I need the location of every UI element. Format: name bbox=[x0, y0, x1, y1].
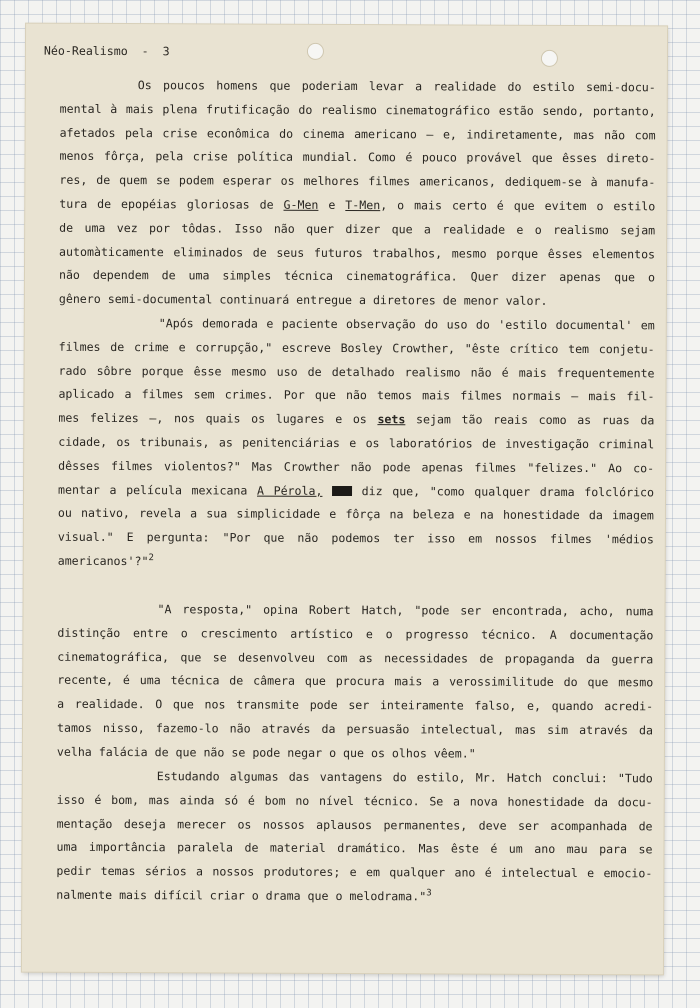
underlined-term: A Pérola, bbox=[256, 483, 323, 498]
text-line: gênero semi-documental continuará entregue a diretores de menor valor. bbox=[58, 291, 548, 309]
footnote-marker: 3 bbox=[426, 888, 432, 899]
page-number: 3 bbox=[162, 44, 170, 59]
paragraph-4 bbox=[56, 765, 653, 910]
footnote-marker: 2 bbox=[148, 553, 154, 564]
text-line: ou nativo, revela a sua simplicidade e fôrça na beleza e na honestidade da imagem bbox=[57, 506, 654, 523]
text-line: mentação deseja merecer os nossos aplausos permanentes, deve ser acompanhada de bbox=[56, 816, 653, 833]
text-line: distinção entre o crescimento artístico e o progresso técnico. A documentação bbox=[57, 625, 654, 643]
typewritten-page bbox=[22, 24, 667, 975]
text-line: Estudando algumas das vantagens do estilo, Mr. Hatch conclui: "Tudo bbox=[156, 769, 653, 786]
text-line: aplicado a filmes sem crimes. Por que não temos mais filmes normais — mais fil- bbox=[58, 387, 655, 404]
underlined-term: G-Men bbox=[283, 197, 319, 212]
text-line: americanos'?"$^2$ bbox=[57, 553, 154, 569]
text-line: a realidade. O que nos transmite pode ser inteiramente falso, e, quando acredi- bbox=[57, 696, 654, 714]
paragraph-3 bbox=[57, 598, 654, 767]
text-line: recente, é uma técnica de câmera que procura mais a verossimilitude do que mesmo bbox=[57, 673, 654, 690]
text-line: menos fôrça, pela crise política mundial. Como é pouco provável que êsses direto- bbox=[59, 149, 656, 166]
text-line: pedir temas sérios a nossos produtores; e em qualquer ano é intelectual e emocio- bbox=[56, 863, 653, 881]
header-separator: - bbox=[141, 44, 149, 59]
text-line: afetados pela crise econômica do cinema americano — e, indiretamente, mas não com bbox=[59, 125, 656, 142]
header-title: Néo-Realismo bbox=[43, 43, 128, 59]
text-line: mes felizes —, nos quais os lugares e os sets sejam tão reais como as ruas da bbox=[58, 410, 655, 428]
text-line: automàticamente eliminados de seus futuros trabalhos, mesmo porque êsses elementos bbox=[59, 244, 656, 261]
text-line: res, de quem se podem esperar os melhores filmes americanos, dediquem-se à manufa- bbox=[59, 172, 656, 190]
punch-hole-right bbox=[541, 50, 558, 67]
text-line: visual." E pergunta: "Por que não podemos ter isso em nossos filmes 'médios bbox=[57, 529, 654, 547]
redaction-mark bbox=[332, 486, 352, 496]
text-line: uma importância paralela de material dramático. Mas êste é um ano mau para se bbox=[56, 840, 653, 857]
text-line: mentar a película mexicana A Pérola, diz que, "como qualquer drama folclórico bbox=[58, 482, 655, 499]
text-line: cidade, os tribunais, as penitenciárias e os laboratórios de investigação criminal bbox=[58, 434, 655, 452]
text-line: isso é bom, mas ainda só é bom no nível técnico. Se a nova honestidade da docu- bbox=[56, 792, 653, 810]
text-line: cinematográfica, que se desenvolveu com as necessidades de propaganda da guerra bbox=[57, 649, 654, 666]
text-line: "A resposta," opina Robert Hatch, "pode ser encontrada, acho, numa bbox=[157, 602, 654, 619]
text-line: tamos nisso, fazemo-lo não através da persuasão intelectual, mas sim através da bbox=[56, 720, 654, 738]
text-line: dêsses filmes violentos?" Mas Crowther não pode apenas filmes "felizes." Ao co- bbox=[58, 458, 655, 476]
text-line: Os poucos homens que poderiam levar a realidade do estilo semi-docu- bbox=[137, 78, 656, 95]
text-line: "Após demorada e paciente observação do uso do 'estilo documental' em bbox=[158, 316, 655, 333]
text-line: tura de epopéias gloriosas de G-Men e T-Men, o mais certo é que evitem o estilo bbox=[59, 196, 656, 214]
text-line: de uma vez por tôdas. Isso não quer dizer que a realidade e o realismo sejam bbox=[59, 220, 656, 238]
text-line: rado sôbre porque êsse mesmo uso de detalhado realismo não é mais frequentemente bbox=[58, 363, 655, 380]
text-line: não dependem de uma simples técnica cinematográfica. Quer dizer apenas que o bbox=[58, 268, 655, 285]
underlined-term: sets bbox=[377, 412, 406, 427]
text-line: mental à mais plena frutificação do realismo cinematográfico estão sendo, portanto, bbox=[59, 101, 656, 119]
punch-hole-left bbox=[307, 43, 324, 60]
paragraph-2 bbox=[58, 312, 655, 576]
text-line: velha falácia de que não se pode negar o que os olhos vêem." bbox=[56, 744, 476, 761]
underlined-term: T-Men bbox=[345, 197, 381, 213]
paragraph-1 bbox=[59, 74, 656, 315]
text-line: nalmente mais difícil criar o drama que o melodrama."$^3$ bbox=[56, 887, 432, 904]
text-line: filmes de crime e corrupção," escreve Bosley Crowther, "êste crítico tem conjetu- bbox=[58, 339, 655, 357]
page-header bbox=[44, 44, 170, 59]
